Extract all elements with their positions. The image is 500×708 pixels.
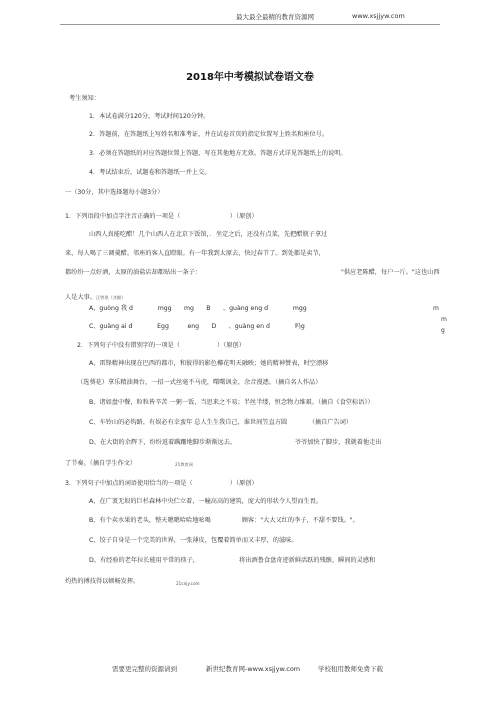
question-1-stem: 1．下列语段中加点字注音正确的一项是（ ）（原创） bbox=[65, 213, 258, 220]
question-2-watermark: 21教育网 bbox=[175, 462, 193, 467]
question-1-option-mark-2: m bbox=[441, 316, 447, 323]
footer-left: 需要更完整的资源请到 bbox=[112, 665, 177, 673]
question-2-stem: 2．下列句子中没有错别字的一项是（ ）（原创） bbox=[77, 342, 245, 349]
question-1-passage-line-3a: 都纷纷一点好酒，太原的油盐店却都贴出一条子： bbox=[65, 269, 202, 276]
question-2-option-d-line-2: 了节奏。（摘自学生作文） bbox=[65, 460, 137, 467]
question-1-passage-line-2: 来，每人喝了三调羹醋。邻座的客人直瞪眼。有一年我到太原去，快过春节了。到处都是卖节， bbox=[65, 250, 325, 257]
question-1-options-cd: C、guàng ai d Egg eng D 、guàng en d 吗g bbox=[89, 323, 305, 330]
question-1-option-mark: m bbox=[433, 305, 439, 312]
question-2-option-d-line-1: D、在大街的余辉下，纷纷返着蹒跚地脚步渐渐远去。 爷爷加快了脚步，我就着他走出 bbox=[89, 439, 382, 446]
question-2-option-c: C、车铃山的必钩路，有娱必有幸蛮年 总人生生我自己，谁世间笠直方圆 （摘自广告词） bbox=[89, 419, 353, 426]
question-3-option-d-line-2: 灼热的搏技得以顿畅发挥。 bbox=[65, 578, 140, 585]
header-site-name: 最大最全最精的教育资源网 bbox=[236, 13, 314, 21]
section-1-heading: 一（30分，其中选择题每小题3分） bbox=[65, 189, 164, 196]
instructions-heading: 考生须知： bbox=[69, 95, 100, 102]
question-2-option-b: B、诸如盘中餐，粒粒皆辛苦 一粥一饭，当思来之不易；半丝半缕，恒念物力维艰。（摘自《食堂标语》） bbox=[89, 399, 374, 406]
instruction-4: 4．考试结束后，试题卷和答题纸一并上交。 bbox=[89, 169, 211, 176]
passage-end: 人是大事。 bbox=[65, 294, 96, 301]
question-2-option-a-line-2: （选葵花）拿乐精油舞台，一招一式丝毫不马虎，曙曙讽金，余音漫漶。（摘自名人作品） bbox=[77, 379, 322, 386]
exam-title: 2018年中考模拟试卷语文卷 bbox=[186, 72, 314, 83]
question-1-option-mark-3: g bbox=[441, 327, 445, 334]
passage-source: 汪曾祺《食醋》 bbox=[95, 295, 126, 300]
instruction-3: 3．必须在答题纸的对应答题位置上答题，写在其他地方无效。答题方式详见答题纸上的说明。 bbox=[89, 150, 347, 157]
instruction-2: 2．答题前，在答题纸上写姓名和准考证，并在试卷首页的指定位置写上姓名和座位号。 bbox=[89, 131, 329, 138]
question-2-option-a-line-1: A、雷锋精神出现在巴西的都市，和彼得的影色椰花明天融映；她的精神赞表，时空漂移 bbox=[89, 360, 329, 367]
question-3-watermark: 21cnjy.com bbox=[176, 581, 200, 586]
question-3-option-a: A、在广袤无垠的巨杉森林中央伫立着，一幢高高的建筑，庞大的形状令人望而生畏。 bbox=[89, 498, 323, 505]
question-1-passage-line-4 bbox=[65, 294, 125, 302]
question-3-option-b: B、有个卖水果的老头，整天嗯嗯哈哈地吆喝 顾客："大大又红的李子，不甜不要钱。"。 bbox=[89, 517, 359, 524]
header-url: www.xsjjyw.com bbox=[352, 12, 405, 20]
footer-site-link[interactable]: 新世纪教育网-www.xsjjyw.com bbox=[206, 665, 301, 673]
question-3-stem: 3．下列句子中加点的词语使用恰当的一项是（ ）（原创） bbox=[65, 480, 258, 487]
header-divider bbox=[60, 24, 440, 25]
question-3-option-c: C、饺子自身是一个完美的世界，一张薄皮，包覆着简单而又丰厚，的滋味。 bbox=[89, 537, 298, 544]
footer-right: 学校租用教师免费下载 bbox=[318, 665, 383, 673]
question-3-option-d-line-1: D、有经验的老年拉长能用平常的筷子， 将出酒鲁食盘奇迹新鲜活跃的残骸，瞬间的灵感和 bbox=[89, 557, 376, 564]
question-1-passage-line-3b: "供应老陈醋，每户一斤。"这也山西 bbox=[341, 269, 440, 276]
instruction-1: 1．本试卷满分120分，考试时间120分钟。 bbox=[89, 113, 210, 120]
question-1-passage-line-1: 山西人真能吃醋！几个山西人在北京下饭馆，．坐定之后，还没有点菜，先把醋瓶子拿过 bbox=[89, 231, 328, 238]
question-1-options-ab: A、guòng 我 d mgg mg B 、guàng eng d mgg bbox=[89, 305, 307, 312]
